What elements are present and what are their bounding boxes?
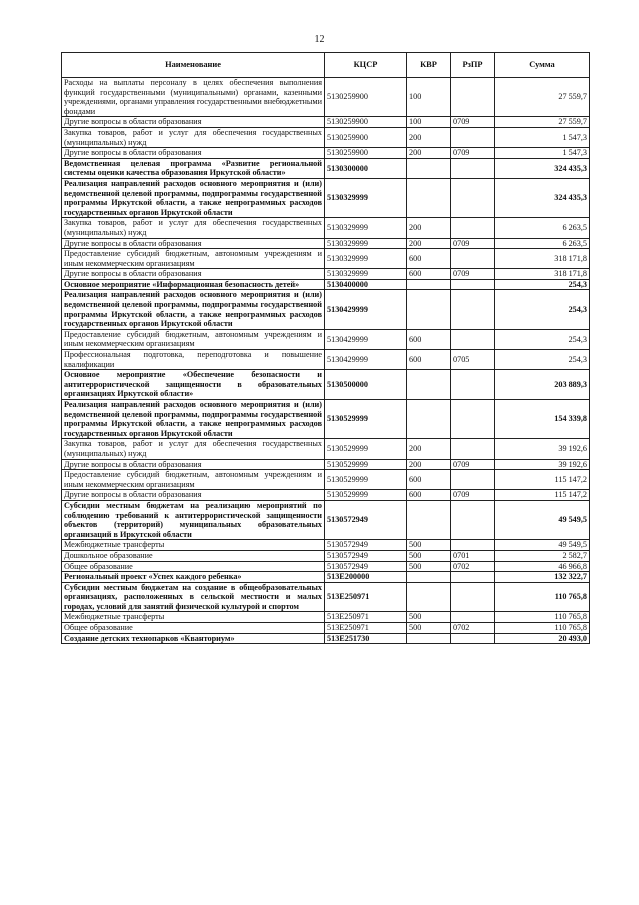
cell-name: Дошкольное образование [62,550,325,561]
cell-sum: 203 889,3 [495,370,590,400]
cell-kvr [407,178,451,217]
cell-name: Профессиональная подготовка, переподготовка и повышение квалификации [62,350,325,370]
cell-kvr: 600 [407,350,451,370]
cell-code: 5130500000 [325,370,407,400]
cell-code: 5130259900 [325,127,407,147]
cell-kvr: 200 [407,459,451,470]
budget-table [61,52,590,644]
cell-rzpr [451,178,495,217]
cell-rzpr [451,633,495,644]
table-row [62,470,590,490]
cell-name: Предоставление субсидий бюджетным, автономным учреждениям и иным некоммерческим организациям [62,249,325,269]
cell-kvr: 100 [407,117,451,128]
table-row [62,78,590,117]
cell-rzpr [451,540,495,551]
cell-name: Реализация направлений расходов основного мероприятия и (или) ведомственной целевой программы, подпрограммы государственной программы Иркутской области, а также непрограммных расходов государственных органов Иркутской области [62,290,325,329]
table-row [62,550,590,561]
cell-rzpr: 0709 [451,117,495,128]
cell-kvr [407,279,451,290]
cell-sum: 254,3 [495,350,590,370]
cell-name: Субсидии местным бюджетам на реализацию мероприятий по соблюдению требований к антитеррористической защищенности объектов (территорий) муниципальных образовательных организаций в Иркутской области [62,500,325,539]
cell-code: 5130329999 [325,269,407,280]
cell-sum: 1 547,3 [495,148,590,159]
table-row [62,350,590,370]
cell-code: 513E251730 [325,633,407,644]
cell-rzpr [451,127,495,147]
table-row [62,329,590,349]
cell-sum: 115 147,2 [495,470,590,490]
cell-rzpr [451,218,495,238]
cell-code: 5130429999 [325,290,407,329]
table-row [62,582,590,612]
cell-code: 5130300000 [325,158,407,178]
cell-code: 5130429999 [325,350,407,370]
cell-sum: 254,3 [495,290,590,329]
table-row [62,623,590,634]
cell-rzpr: 0709 [451,459,495,470]
cell-kvr [407,370,451,400]
cell-sum: 324 435,3 [495,178,590,217]
cell-code: 5130529999 [325,459,407,470]
cell-name: Расходы на выплаты персоналу в целях обеспечения выполнения функций государственными (муниципальными) органами, казенными учреждениями, органами управления государственными внебюджетными фондами [62,78,325,117]
header-kvr: КВР [407,53,451,78]
cell-code: 5130329999 [325,249,407,269]
table-row [62,439,590,459]
cell-kvr [407,572,451,583]
cell-rzpr [451,290,495,329]
page-number: 12 [314,34,325,45]
cell-kvr [407,582,451,612]
cell-rzpr [451,439,495,459]
cell-sum: 110 765,8 [495,612,590,623]
cell-code: 5130259900 [325,117,407,128]
cell-sum: 6 263,5 [495,238,590,249]
cell-rzpr [451,612,495,623]
cell-rzpr [451,249,495,269]
cell-name: Общее образование [62,623,325,634]
cell-name: Основное мероприятие «Информационная безопасность детей» [62,279,325,290]
cell-code: 5130572949 [325,550,407,561]
cell-name: Региональный проект «Успех каждого ребенка» [62,572,325,583]
header-rzpr: РзПР [451,53,495,78]
cell-rzpr: 0702 [451,623,495,634]
cell-kvr: 100 [407,78,451,117]
cell-sum: 20 493,0 [495,633,590,644]
cell-code: 513E250971 [325,623,407,634]
table-row [62,269,590,280]
cell-name: Межбюджетные трансферты [62,612,325,623]
table-row [62,127,590,147]
cell-kvr: 500 [407,623,451,634]
cell-name: Предоставление субсидий бюджетным, автономным учреждениям и иным некоммерческим организациям [62,470,325,490]
cell-name: Закупка товаров, работ и услуг для обеспечения государственных (муниципальных) нужд [62,439,325,459]
cell-name: Общее образование [62,561,325,572]
table-row [62,572,590,583]
cell-kvr [407,633,451,644]
cell-rzpr: 0705 [451,350,495,370]
cell-code: 5130259900 [325,78,407,117]
cell-kvr [407,400,451,439]
cell-kvr: 500 [407,561,451,572]
cell-rzpr: 0709 [451,269,495,280]
cell-code: 5130329999 [325,238,407,249]
table-row [62,633,590,644]
cell-name: Другие вопросы в области образования [62,148,325,159]
cell-name: Основное мероприятие «Обеспечение безопасности и антитеррористической защищенности в образовательных организациях Иркутской области» [62,370,325,400]
cell-rzpr: 0709 [451,148,495,159]
cell-name: Другие вопросы в области образования [62,238,325,249]
cell-name: Закупка товаров, работ и услуг для обеспечения государственных (муниципальных) нужд [62,218,325,238]
cell-sum: 1 547,3 [495,127,590,147]
cell-sum: 318 171,8 [495,269,590,280]
cell-name: Реализация направлений расходов основного мероприятия и (или) ведомственной целевой программы, подпрограммы государственной программы Иркутской области, а также непрограммных расходов государственных органов Иркутской области [62,400,325,439]
cell-sum: 39 192,6 [495,459,590,470]
cell-sum: 49 549,5 [495,540,590,551]
cell-kvr: 600 [407,269,451,280]
table-row [62,370,590,400]
cell-rzpr [451,279,495,290]
cell-name: Другие вопросы в области образования [62,490,325,501]
cell-kvr: 200 [407,238,451,249]
table-row [62,612,590,623]
cell-sum: 154 339,8 [495,400,590,439]
cell-name: Другие вопросы в области образования [62,117,325,128]
cell-kvr: 600 [407,329,451,349]
cell-name: Межбюджетные трансферты [62,540,325,551]
table-row [62,490,590,501]
cell-name: Субсидии местным бюджетам на создание в общеобразовательных организациях, расположенных в сельской местности и малых городах, условий для занятий физической культурой и спортом [62,582,325,612]
cell-kvr: 600 [407,490,451,501]
cell-name: Другие вопросы в области образования [62,459,325,470]
table-row [62,238,590,249]
cell-sum: 254,3 [495,279,590,290]
cell-code: 5130529999 [325,470,407,490]
cell-sum: 49 549,5 [495,500,590,539]
cell-code: 5130329999 [325,218,407,238]
cell-rzpr: 0702 [451,561,495,572]
table-row [62,178,590,217]
cell-sum: 115 147,2 [495,490,590,501]
cell-code: 5130529999 [325,490,407,501]
cell-sum: 27 559,7 [495,78,590,117]
cell-kvr: 200 [407,148,451,159]
cell-kvr [407,500,451,539]
cell-code: 5130259900 [325,148,407,159]
cell-rzpr [451,400,495,439]
cell-sum: 254,3 [495,329,590,349]
cell-rzpr [451,572,495,583]
cell-name: Предоставление субсидий бюджетным, автономным учреждениям и иным некоммерческим организациям [62,329,325,349]
table-row [62,148,590,159]
header-code: КЦСР [325,53,407,78]
cell-kvr: 200 [407,127,451,147]
cell-rzpr [451,329,495,349]
cell-kvr: 200 [407,218,451,238]
cell-code: 5130529999 [325,400,407,439]
cell-name: Закупка товаров, работ и услуг для обеспечения государственных (муниципальных) нужд [62,127,325,147]
cell-rzpr: 0709 [451,238,495,249]
cell-sum: 46 966,8 [495,561,590,572]
cell-kvr: 600 [407,470,451,490]
table-row [62,117,590,128]
cell-code: 5130572949 [325,500,407,539]
cell-sum: 132 322,7 [495,572,590,583]
cell-code: 5130529999 [325,439,407,459]
cell-sum: 318 171,8 [495,249,590,269]
table-row [62,158,590,178]
cell-sum: 2 582,7 [495,550,590,561]
cell-rzpr [451,158,495,178]
table-row [62,500,590,539]
cell-code: 513E250971 [325,582,407,612]
header-sum: Сумма [495,53,590,78]
cell-rzpr: 0709 [451,490,495,501]
cell-rzpr [451,470,495,490]
table-row [62,218,590,238]
cell-sum: 6 263,5 [495,218,590,238]
table-row [62,561,590,572]
table-header-row [62,53,590,78]
table-row [62,400,590,439]
cell-kvr [407,290,451,329]
cell-code: 5130572949 [325,540,407,551]
header-name: Наименование [62,53,325,78]
cell-kvr: 500 [407,550,451,561]
cell-rzpr [451,370,495,400]
cell-kvr: 600 [407,249,451,269]
cell-kvr [407,158,451,178]
cell-rzpr [451,582,495,612]
cell-sum: 39 192,6 [495,439,590,459]
cell-code: 5130400000 [325,279,407,290]
cell-name: Реализация направлений расходов основного мероприятия и (или) ведомственной целевой программы, подпрограммы государственной программы Иркутской области, а также непрограммных расходов государственных органов Иркутской области [62,178,325,217]
cell-kvr: 500 [407,612,451,623]
cell-sum: 27 559,7 [495,117,590,128]
cell-rzpr: 0701 [451,550,495,561]
cell-name: Ведомственная целевая программа «Развитие региональной системы оценки качества образования Иркутской области» [62,158,325,178]
table-row [62,249,590,269]
cell-kvr: 200 [407,439,451,459]
cell-kvr: 500 [407,540,451,551]
cell-code: 5130572949 [325,561,407,572]
cell-code: 513E250971 [325,612,407,623]
cell-rzpr [451,500,495,539]
cell-sum: 110 765,8 [495,623,590,634]
table-row [62,279,590,290]
cell-code: 5130329999 [325,178,407,217]
cell-sum: 324 435,3 [495,158,590,178]
table-row [62,290,590,329]
cell-code: 513E200000 [325,572,407,583]
cell-rzpr [451,78,495,117]
table-row [62,459,590,470]
cell-name: Другие вопросы в области образования [62,269,325,280]
table-row [62,540,590,551]
cell-code: 5130429999 [325,329,407,349]
cell-sum: 110 765,8 [495,582,590,612]
cell-name: Создание детских технопарков «Кванториум» [62,633,325,644]
